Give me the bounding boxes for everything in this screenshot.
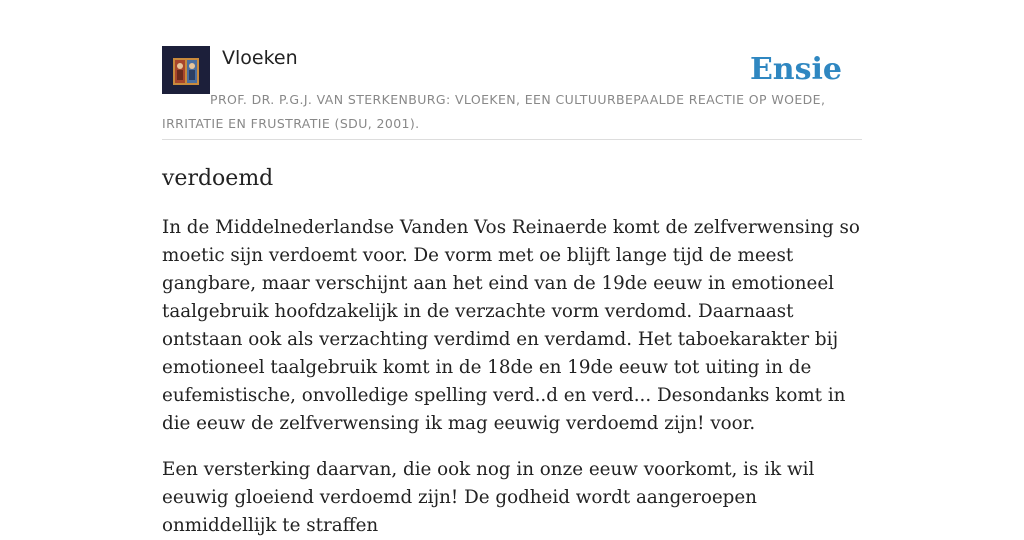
- avatar[interactable]: [162, 46, 210, 94]
- article-paragraph: Een versterking daarvan, die ook nog in onze eeuw voorkomt, is ik wil eeuwig gloeiend verdoemd zijn! De godheid wordt aangeroepen onmiddellijk te straffen: [162, 459, 815, 536]
- article-title: verdoemd: [162, 166, 274, 191]
- article: [162, 161, 864, 540]
- book-cover-icon: [162, 46, 210, 94]
- brand-logo[interactable]: Ensie: [749, 52, 842, 87]
- source-citation: PROF. DR. P.G.J. VAN STERKENBURG: VLOEKEN, EEN CULTUURBEPAALDE REACTIE OP WOEDE, IRRITATIE EN FRUSTRATIE (SDU, 2001).: [162, 92, 826, 131]
- article-paragraph: In de Middelnederlandse Vanden Vos Reinaerde komt de zelfverwensing so moetic sijn verdoemt voor. De vorm met oe blijft lange tijd de meest gangbare, maar verschijnt aan het eind van de 19de eeuw in emotioneel taalgebruik hoofdzakelijk in de verzachte vorm verdomd. Daarnaast ontstaan ook als verzachting verdimd en verdamd. Het taboekarakter bij emotioneel taalgebruik komt in de 18de en 19de eeuw tot uiting in de eufemistische, onvolledige spelling verd..d en verd... Desondanks komt in die eeuw de zelfverwensing ik mag eeuwig verdoemd zijn! voor.: [162, 217, 860, 434]
- site-header: [162, 46, 862, 140]
- site-name[interactable]: Vloeken: [222, 47, 298, 69]
